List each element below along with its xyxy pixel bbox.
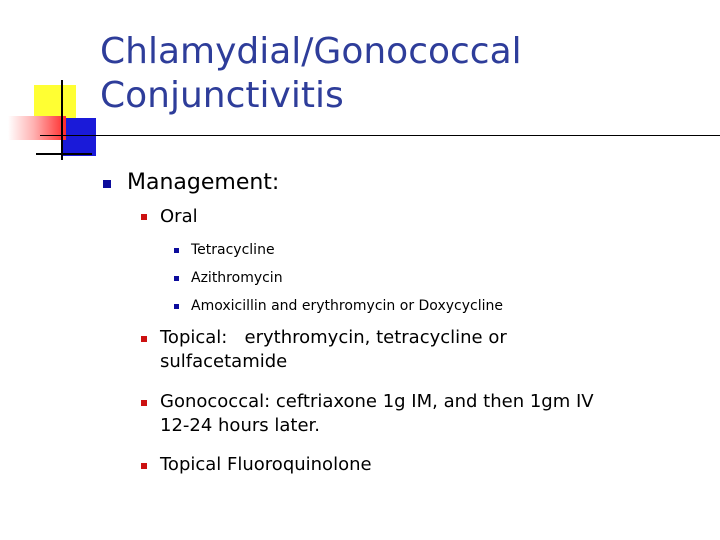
bullet-level2-marker [141, 214, 147, 220]
bullet-tetracycline: Tetracycline [191, 242, 275, 258]
bullet-management: Management: [127, 170, 280, 195]
bullet-level3-marker [174, 304, 179, 309]
bullet-gonococcal [160, 390, 594, 438]
slide-title-line-2: Conjunctivitis [100, 75, 344, 116]
decorative-blue-square [62, 118, 96, 156]
bullet-level3-marker [174, 248, 179, 253]
slide-title [100, 30, 700, 118]
decorative-vertical-rule [61, 80, 63, 160]
decorative-short-rule [36, 153, 92, 155]
bullet-topical [160, 326, 507, 374]
bullet-level2-marker [141, 336, 147, 342]
bullet-level2-marker [141, 400, 147, 406]
bullet-topical-line-2: sulfacetamide [160, 351, 288, 372]
bullet-level2-marker [141, 463, 147, 469]
bullet-fluoroquinolone: Topical Fluoroquinolone [160, 454, 372, 475]
bullet-amoxicillin: Amoxicillin and erythromycin or Doxycycline [191, 298, 503, 314]
bullet-gonococcal-line-2: 12-24 hours later. [160, 415, 320, 436]
decorative-horizontal-rule [40, 135, 720, 136]
bullet-topical-line-1: Topical: erythromycin, tetracycline or [160, 327, 507, 348]
bullet-level3-marker [174, 276, 179, 281]
bullet-azithromycin: Azithromycin [191, 270, 283, 286]
decorative-red-gradient-bar [8, 116, 66, 140]
bullet-gonococcal-line-1: Gonococcal: ceftriaxone 1g IM, and then 1gm IV [160, 391, 594, 412]
bullet-oral: Oral [160, 206, 198, 227]
slide-title-line-1: Chlamydial/Gonococcal [100, 31, 522, 72]
bullet-level1-marker [103, 180, 111, 188]
